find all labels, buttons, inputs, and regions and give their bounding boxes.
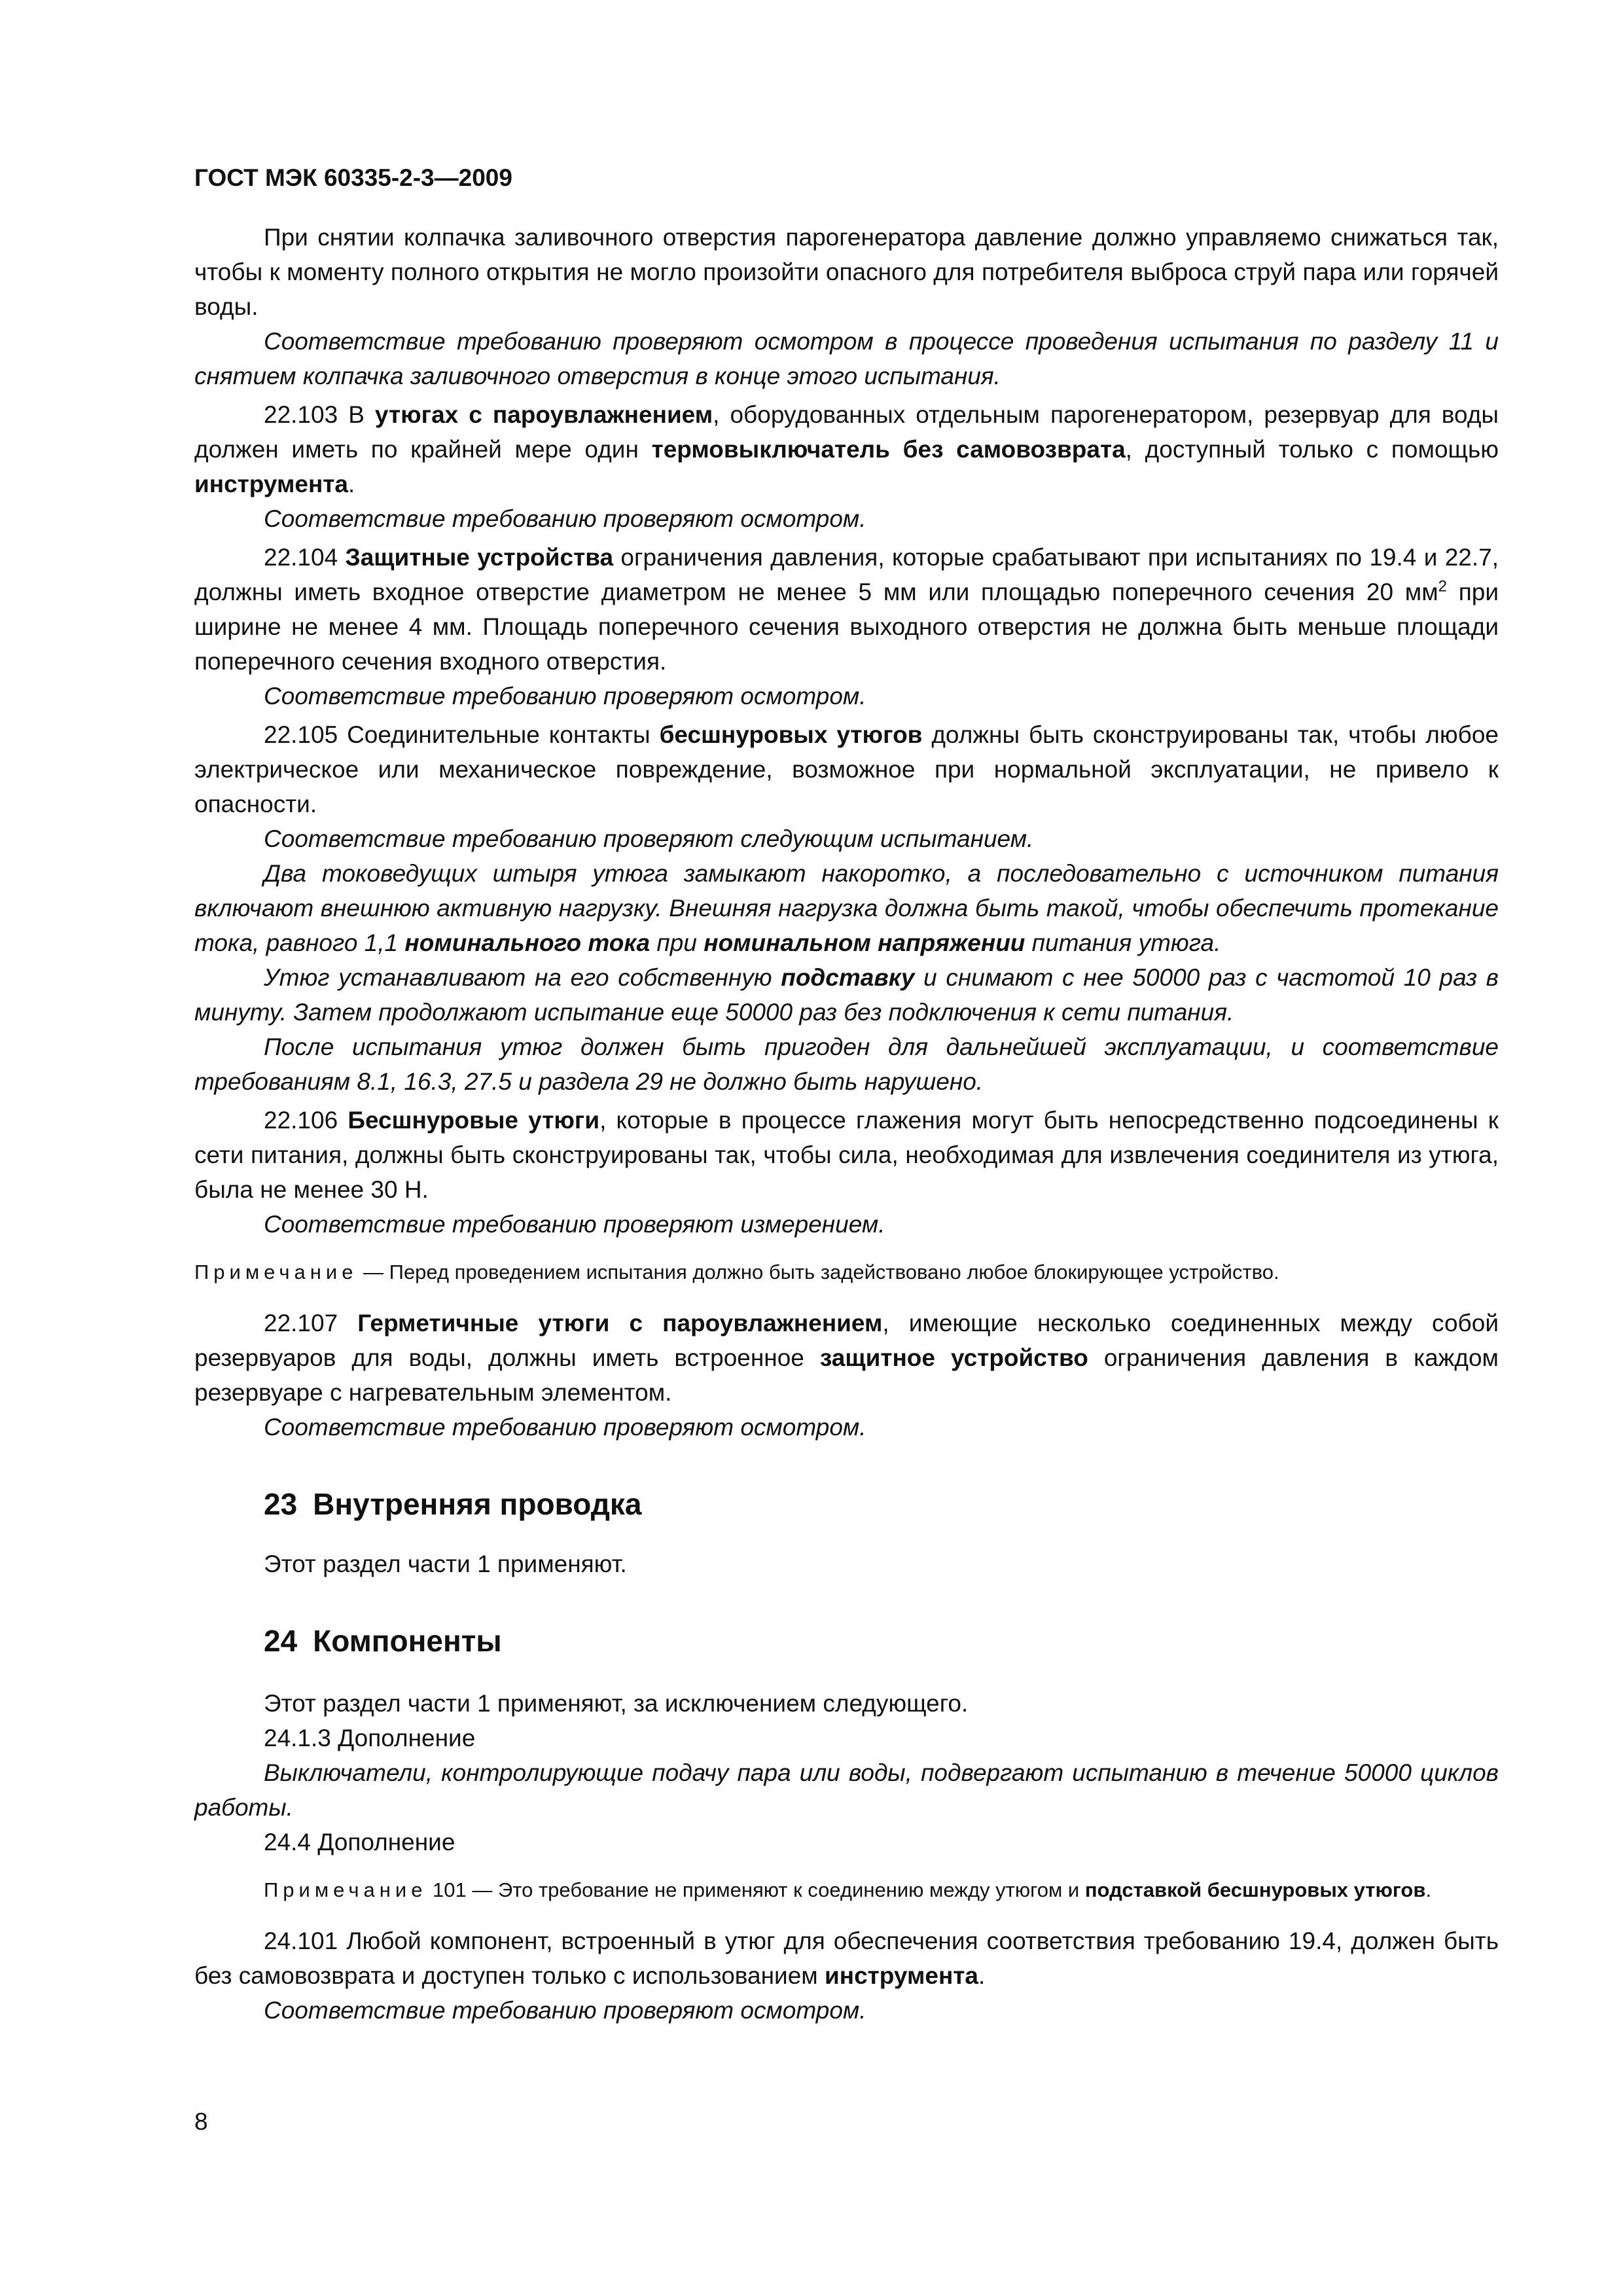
page-number: 8: [194, 2108, 208, 2135]
clause-22-106-text-c: , которые в процессе глажения могут быть непосредственно подсоединены к сети питания, должны быть сконструированы так, чтобы сила, необходимая для извлечения соединителя из утюга, была не менее 30 Н.: [194, 1107, 1499, 1203]
clause-22-104-text-d: при ширине не менее 4 мм. Площадь поперечного сечения выходного отверстия не должна быть меньше площади поперечного сечения входного отверстия.: [194, 579, 1499, 675]
clause-22-103-text-c: , оборудованных отдельным парогенератором, резервуар для воды должен иметь по крайней мере один: [194, 401, 1499, 463]
section-23-heading: [194, 1485, 1499, 1523]
clause-22-104: [194, 540, 1499, 679]
clause-22-107-text-a: 22.107: [264, 1310, 358, 1336]
term-cordless-irons-2: Бесшнуровые утюги: [348, 1107, 600, 1134]
term-cordless-irons: бесшнуровых утюгов: [659, 721, 923, 748]
clause-22-107-text-c: , имеющие несколько соединенных между собой резервуаров для воды, должны иметь встроенное: [194, 1310, 1499, 1371]
compliance-check-24-101: Соответствие требованию проверяют осмотром.: [264, 1997, 866, 2024]
note-101: [194, 1876, 1499, 1904]
compliance-check-22-107: Соответствие требованию проверяют осмотром.: [264, 1414, 866, 1441]
section-24-text: Этот раздел части 1 применяют, за исключением следующего.: [264, 1690, 969, 1717]
term-sealed-steam-irons: Герметичные утюги с пароувлажнением: [357, 1310, 883, 1336]
clause-22-107-text-e: ограничения давления в каждом резервуаре с нагревательным элементом.: [194, 1344, 1499, 1406]
compliance-check-following-test: Соответствие требованию проверяют следующим испытанием.: [264, 825, 1034, 852]
test-pins-text-e: питания утюга.: [1025, 929, 1221, 956]
clause-22-103-text-a: 22.103 В: [264, 401, 375, 428]
compliance-check-measurement: Соответствие требованию проверяют измерением.: [264, 1211, 885, 1238]
test-stand-text-c: и снимают с нее 50000 раз с частотой 10 раз в минуту. Затем продолжают испытание еще 50000 раз без подключения к сети питания.: [194, 964, 1499, 1026]
superscript-2: 2: [1438, 577, 1448, 596]
clause-24-101-text-c: .: [978, 1962, 986, 1989]
section-23-number: 23: [264, 1487, 298, 1521]
compliance-check-22-104: Соответствие требованию проверяют осмотром.: [264, 683, 866, 709]
test-pins-paragraph: [194, 856, 1499, 960]
note-label: Примечание: [194, 1261, 358, 1283]
term-cordless-iron-stand: подставкой бесшнуровых утюгов: [1084, 1878, 1426, 1901]
compliance-check-cap: Соответствие требованию проверяют осмотром в процессе проведения испытания по разделу 11 и снятием колпачка заливочного отверстия в конце этого испытания.: [194, 328, 1499, 389]
note-101-label: Примечание: [264, 1878, 427, 1901]
test-stand-text-a: Утюг устанавливают на его собственную: [264, 964, 781, 991]
test-pins-text-a: Два токоведущих штыря утюга замыкают накоротко, а последовательно с источником питания включают внешнюю активную нагрузку. Внешняя нагрузка должна быть такой, чтобы обеспечить протекание тока, равного 1,1: [194, 860, 1499, 956]
term-protective-devices: Защитные устройства: [345, 544, 614, 571]
switches-test-paragraph: Выключатели, контролирующие подачу пара или воды, подвергают испытанию в течение 50000 циклов работы.: [194, 1759, 1499, 1821]
term-protective-device: защитное устройство: [819, 1344, 1088, 1371]
section-23-title: Внутренняя проводка: [313, 1487, 642, 1521]
clause-24-101: [194, 1924, 1499, 1993]
clause-24-1-3: 24.1.3 Дополнение: [264, 1725, 476, 1751]
compliance-check-22-103: Соответствие требованию проверяют осмотром.: [264, 505, 866, 532]
term-tool-2: инструмента: [825, 1962, 979, 1989]
test-pins-text-c: при: [650, 929, 704, 956]
term-steam-irons: утюгах с пароувлажнением: [374, 401, 713, 428]
clause-22-105-text-c: должны быть сконструированы так, чтобы любое электрическое или механическое повреждение, возможное при нормальной эксплуатации, не привело к опасности.: [194, 721, 1499, 817]
document-header: ГОСТ МЭК 60335-2-3—2009: [194, 164, 512, 191]
clause-22-104-text-c: ограничения давления, которые срабатывают при испытаниях по 19.4 и 22.7, должны иметь входное отверстие диаметром не менее 5 мм или площадью поперечного сечения 20 мм: [194, 544, 1499, 605]
clause-24-101-text-a: 24.101 Любой компонент, встроенный в утюг для обеспечения соответствия требованию 19.4, должен быть без самовозврата и доступен только с использованием: [194, 1928, 1499, 1989]
section-24-heading: [194, 1622, 1499, 1660]
paragraph-pressure-cap: При снятии колпачка заливочного отверстия парогенератора давление должно управляемо снижаться так, чтобы к моменту полного открытия не могло произойти опасного для потребителя выброса струй пара или горячей воды.: [194, 224, 1499, 320]
clause-22-105: [194, 717, 1499, 821]
clause-22-106: [194, 1103, 1499, 1207]
note-101-text-a: 101 — Это требование не применяют к соединению между утюгом и: [427, 1878, 1085, 1901]
clause-22-103-text-e: , доступный только с помощью: [1125, 436, 1499, 463]
section-24-number: 24: [264, 1624, 298, 1658]
section-23-text: Этот раздел части 1 применяют.: [264, 1551, 627, 1577]
section-24-title: Компоненты: [313, 1624, 502, 1658]
term-rated-voltage: номинальном напряжении: [704, 929, 1026, 956]
clause-24-4: 24.4 Дополнение: [264, 1829, 455, 1856]
clause-22-103: [194, 397, 1499, 501]
document-page: [194, 162, 1499, 2028]
note-text: — Перед проведением испытания должно быть задействовано любое блокирующее устройство.: [357, 1261, 1279, 1283]
note-interlock: [194, 1259, 1499, 1286]
clause-22-105-text-a: 22.105 Соединительные контакты: [264, 721, 660, 748]
clause-22-107: [194, 1306, 1499, 1410]
note-101-text-c: .: [1425, 1878, 1432, 1901]
clause-22-103-text-g: .: [348, 471, 355, 497]
term-tool: инструмента: [194, 471, 348, 497]
term-non-self-resetting-thermal-cutout: термовыключатель без самовозврата: [651, 436, 1126, 463]
term-rated-current: номинального тока: [404, 929, 651, 956]
clause-22-106-text-a: 22.106: [264, 1107, 348, 1134]
test-stand-paragraph: [194, 960, 1499, 1030]
test-after-paragraph: После испытания утюг должен быть пригоден для дальнейшей эксплуатации, и соответствие требованиям 8.1, 16.3, 27.5 и раздела 29 не должно быть нарушено.: [194, 1033, 1499, 1095]
term-stand: подставку: [781, 964, 915, 991]
clause-22-104-text-a: 22.104: [264, 544, 346, 571]
